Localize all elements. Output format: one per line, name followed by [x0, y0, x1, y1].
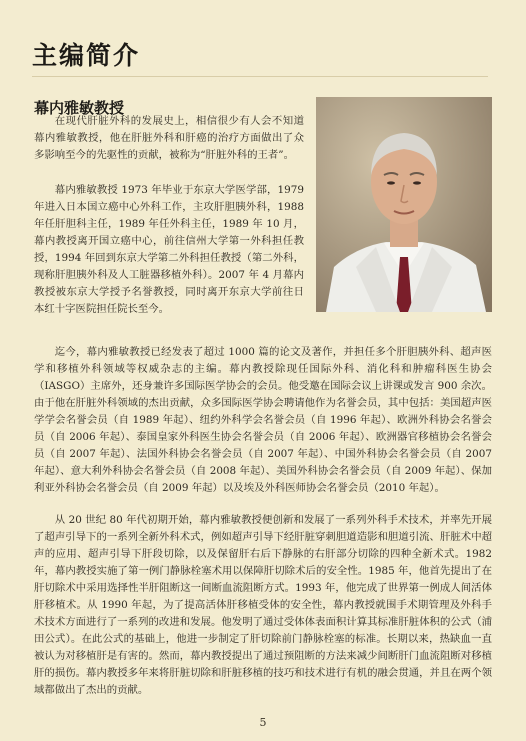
profile-name-heading: 幕内雅敏教授	[34, 99, 125, 117]
portrait-image	[316, 97, 492, 312]
profile-paragraph-1: 在现代肝脏外科的发展史上，相信很少有人会不知道幕内雅敏教授，他在肝脏外科和肝癌的治疗方面做出了众多影响至今的先驱性的贡献，被称为“肝脏外科的王者”。	[34, 115, 304, 161]
portrait-photo	[316, 97, 492, 312]
page-number: 5	[259, 716, 267, 729]
profile-paragraph-2: 幕内雅敏教授 1973 年毕业于东京大学医学部，1979 年进入日本国立癌中心外科工作，主攻肝胆胰外科，1988 年任肝胆科主任，1989 年任外科主任，1989 年 10 月，幕内教授离开国立癌中心，前往信州大学第一外科担任教授，1994 年回到东京大学第二外科担任教授（第二外科，现称肝胆胰外科及人工脏器移植外科）。2007 年 4 月幕内教授被东京大学授予名誉教授，同时离开东京大学前往日本红十字医院担任院长至今。	[34, 184, 304, 315]
title-divider	[32, 76, 488, 77]
page-title: 主编简介	[32, 41, 141, 70]
profile-paragraph-3: 迄今，幕内雅敏教授已经发表了超过 1000 篇的论文及著作，并担任多个肝胆胰外科、超声医学和移植外科领域等权威杂志的主编。幕内教授除现任国际外科、消化科和肿瘤科医生协会（IASGO）主席外，还身兼许多国际医学协会的会员。他受邀在国际会议上讲课或发言 900 余次。由于他在肝脏外科领域的杰出贡献，众多国际医学协会聘请他作为名誉会员，其中包括：美国超声医学学会名誉会员（自 1989 年起）、纽约外科学会名誉会员（自 1996 年起）、欧洲外科协会名誉会员（自 2006 年起）、泰国皇家外科医生协会名誉会员（自 2006 年起）、欧洲器官移植协会名誉会员（自 2007 年起）、法国外科协会名誉会员（自 2007 年起）、中国外科协会名誉会员（自 2007 年起）、意大利外科协会名誉会员（自 2008 年起）、美国外科协会名誉会员（自 2009 年起）、保加利亚外科协会名誉会员（自 2009 年起）以及埃及外科医师协会名誉会员（2010 年起）。	[34, 346, 492, 494]
profile-paragraph-4: 从 20 世纪 80 年代初期开始，幕内雅敏教授便创新和发展了一系列外科手术技术，并率先开展了超声引导下的一系列全新外科术式，例如超声引导下经肝脏穿刺胆道造影和胆道引流、肝脏术中超声的应用、超声引导下肝段切除，以及保留肝右后下静脉的右肝部分切除的四种全新术式。1982 年，幕内教授实施了第一例门静脉栓塞术用以保障肝切除术后的安全性。1985 年，他首先提出了在肝切除术中采用选择性半肝阻断这一间断血流阻断方式。1993 年，他完成了世界第一例成人间活体肝移植术。从 1990 年起，为了提高活体肝移植受体的安全性，幕内教授就围手术期管理及外科手术技术方面进行了一系列的改进和发展。他发明了通过受体体表面积计算其标准肝脏体积的公式（浦田公式）。在此公式的基础上，他进一步制定了肝切除前门静脉栓塞的标准。长期以来，热缺血一直被认为对移植肝是有害的。然而，幕内教授提出了通过预阻断的方法来减少间断肝门血流阻断对移植肝的损伤。幕内教授多年来将肝脏切除和肝脏移植的技巧和技术进行有机的融会贯通，并且在两个领域都做出了杰出的贡献。	[34, 514, 492, 696]
